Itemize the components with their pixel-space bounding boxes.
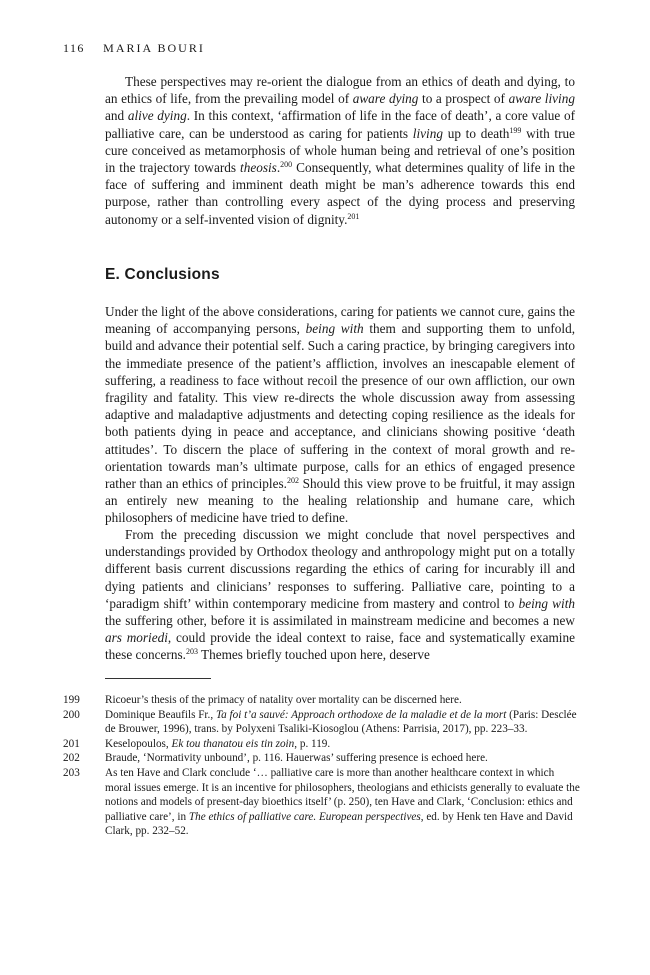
footnote-199 xyxy=(63,693,583,708)
text-run: From the preceding discussion we might conclude that novel perspectives and understandings provided by Orthodox theology and anthropology might put on a totally different basis current discussions regarding the ethics of caring for incurably ill and dying patients and clinicians’ responses to suffering. Palliative care, pointing to a ‘paradigm shift’ within contemporary medicine from mastery and control to xyxy=(105,527,575,611)
footnotes-list xyxy=(63,693,583,839)
text-run: to a prospect of xyxy=(418,91,509,107)
footnote-text xyxy=(105,766,583,839)
running-header xyxy=(63,41,205,56)
text-run: These perspectives may re-orient the dialogue from an ethics of death and dying, to an ethics of life, from the prevailing model of xyxy=(105,74,575,107)
footnote-text xyxy=(105,737,583,752)
text-run: with true cure conceived as metamorphosis of whole human being and retrieval of one’s position in the trajectory towards xyxy=(105,125,576,176)
page-number: 116 xyxy=(63,41,85,55)
italic-text: theosis xyxy=(240,160,277,176)
footnote-number: 202 xyxy=(63,752,80,765)
section-heading: E. Conclusions xyxy=(105,266,220,283)
footnote-ref[interactable]: 199 xyxy=(509,125,522,135)
footnote-separator xyxy=(105,678,211,679)
footnote-ref[interactable]: 203 xyxy=(185,647,198,657)
italic-text: Ek tou thanatou eis tin zoin xyxy=(171,737,295,750)
italic-text: alive dying xyxy=(127,108,187,124)
text-run: Under the light of the above considerations, caring for patients we cannot cure, gains the meaning of accompanying persons, xyxy=(105,304,575,337)
text-run: them and supporting them to unfold, build and advance their potential self. Such a caring practice, by bringing caregivers into the immediate presence of the patient’s affliction, involves an inescapable element of suffering, a readiness to face without recoil the presence of our own affliction, our own fragility and fatality. This view re-directs the whole discussion away from assessing adaptive and maladaptive adjustments and detecting coping resilience as the ideals for both patients dying in peace and acceptance, and clinicians showing positive ‘death attitudes’. To discern the place of suffering in the context of moral growth and re-orientation towards man’s ultimate purpose, calls for an ethics of engaged presence rather than an ethics of principles. xyxy=(105,321,576,492)
italic-text: aware living xyxy=(508,91,575,107)
running-head-author: MARIA BOURI xyxy=(103,41,205,55)
footnote-ref[interactable]: 202 xyxy=(286,476,299,486)
footnote-number: 199 xyxy=(63,694,80,706)
italic-text: living xyxy=(412,125,443,141)
footnote-number: 203 xyxy=(63,766,80,779)
footnote-ref[interactable]: 201 xyxy=(347,211,360,221)
text-run: Keselopoulos, xyxy=(105,737,172,750)
footnote-200 xyxy=(63,708,583,737)
text-run: Themes briefly touched upon here, deserve xyxy=(197,647,430,663)
italic-text: ars moriedi xyxy=(105,630,168,646)
text-run: Dominique Beaufils Fr., xyxy=(105,708,216,721)
body-paragraph-3 xyxy=(105,526,575,664)
italic-text: being with xyxy=(305,321,364,337)
text-run: . In this context, ‘affirmation of life in the face of death’, a core value of palliative care, can be understood as caring for patients xyxy=(105,108,576,141)
italic-text: being with xyxy=(518,595,576,611)
text-run: the suffering other, before it is assimilated in mainstream medicine and becomes a new xyxy=(105,613,575,629)
italic-text: aware dying xyxy=(352,91,419,107)
text-run: As ten Have and Clark conclude ‘… palliative care is more than another healthcare context in which moral issues emerge. It is an incentive for philosophers, theologians and ethicists generally to evaluate the notions and models of present-day bioethics itself’ (p. 250), ten Have and Clark, ‘Conclusion: ethics and palliative care’, in xyxy=(105,766,580,823)
text-run: Should this view prove to be fruitful, it may assign an entirely new meaning to the healing relationship and humane care, which philosophers of medicine have tried to define. xyxy=(105,476,575,526)
footnote-203 xyxy=(63,766,583,839)
text-run: , could provide the ideal context to raise, face and systematically examine these concerns. xyxy=(105,630,575,663)
italic-text: Ta foi t’a sauvé: Approach orthodoxe de la maladie et de la mort xyxy=(215,708,507,721)
text-run: up to death xyxy=(442,125,510,141)
footnote-text: Ricoeur’s thesis of the primacy of natality over mortality can be discerned here. xyxy=(105,694,462,706)
footnote-text: Braude, ‘Normativity unbound’, p. 116. Hauerwas’ suffering presence is echoed here. xyxy=(105,752,488,765)
text-run: , p. 119. xyxy=(294,737,331,750)
body-paragraph-1 xyxy=(105,73,575,228)
text-run: and xyxy=(105,108,128,124)
footnote-number: 200 xyxy=(63,708,80,721)
text-run: . xyxy=(276,160,281,176)
italic-text: The ethics of palliative care. European perspectives xyxy=(188,810,421,823)
text-run: Consequently, what determines quality of life in the face of suffering and imminent death might be man’s adherence towards this end purpose, rather than controlling every aspect of the dying process and preserving autonomy or a self-invented vision of dignity. xyxy=(105,160,575,227)
footnote-text xyxy=(105,708,583,737)
footnote-201 xyxy=(63,737,583,752)
footnote-number: 201 xyxy=(63,737,80,750)
footnote-ref[interactable]: 200 xyxy=(280,160,293,170)
footnote-202 xyxy=(63,751,583,766)
text-run: (Paris: Desclée de Brouwer, 1996), trans. by Polyxeni Tsaliki-Kiosoglou (Athens: Parrisia, 2017), pp. 223–33. xyxy=(105,708,577,736)
body-paragraph-2 xyxy=(105,303,575,527)
text-run: , ed. by Henk ten Have and David Clark, pp. 232–52. xyxy=(105,810,573,838)
